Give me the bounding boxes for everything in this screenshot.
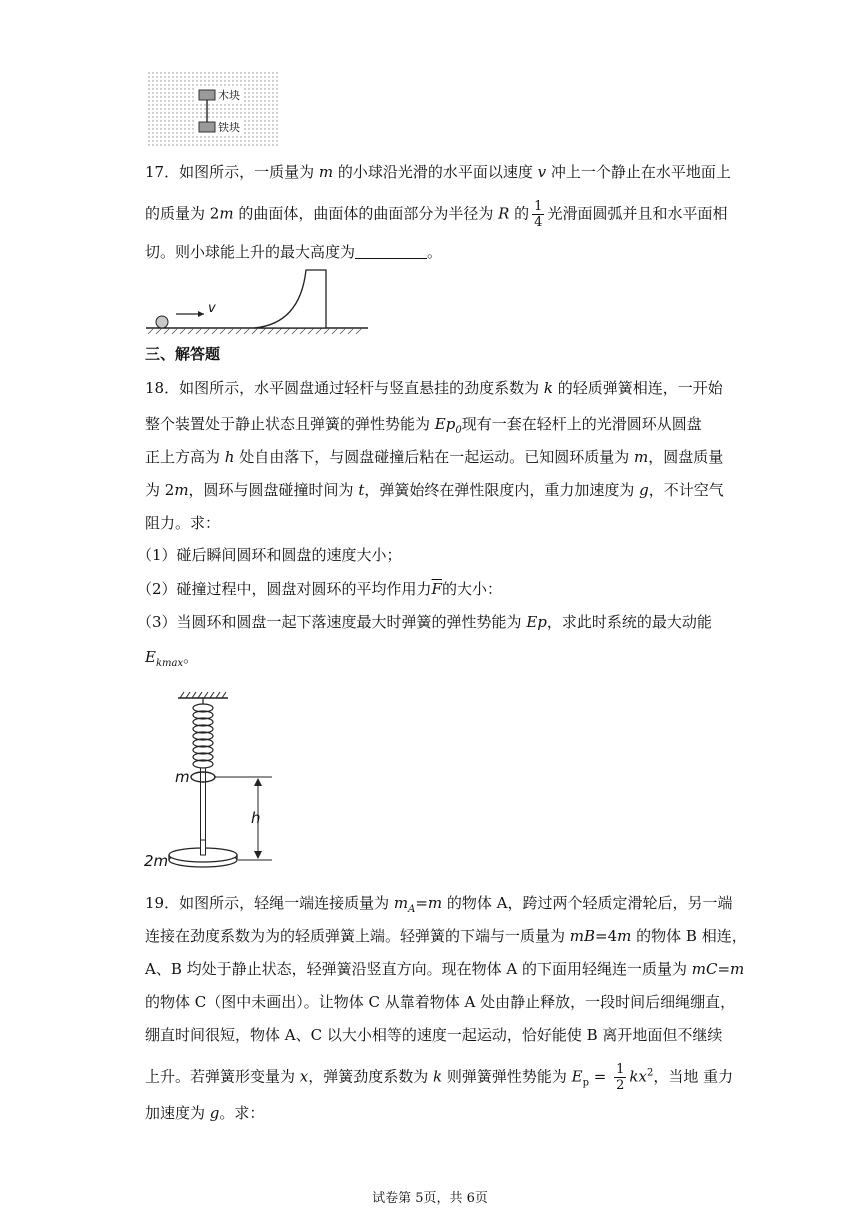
height-label: h	[251, 809, 261, 827]
wood-block-label: 木块	[218, 89, 240, 102]
q19-line1: 19．如图所示，轻绳一端连接质量为 $m_A=m$ 的物体 A，跨过两个轻质定滑轮后，另一端	[145, 894, 733, 915]
curved-block	[254, 270, 326, 328]
q19-line4: 的物体 C（图中未画出）。让物体 C 从靠着物体 A 处由静止释放，一段时间后细绳绷直，	[145, 993, 736, 1011]
wood-block	[199, 90, 215, 100]
q18-part2: （2）碰撞过程中，圆盘对圆环的平均作用力$\overline{F}$的大小：	[137, 580, 502, 598]
q18-line1: 18．如图所示，水平圆盘通过轻杆与竖直悬挂的劲度系数为 k 的轻质弹簧相连，一开始	[145, 379, 723, 397]
iron-block-label: 铁块	[218, 121, 240, 134]
q18-part3-cont: $E_{kmax}$。	[145, 648, 199, 669]
q19-line5: 绷直时间很短，物体 A、C 以大小相等的速度一起运动，恰好能使 B 离开地面但不继续	[145, 1026, 723, 1044]
figure-18-spring-disk	[142, 690, 292, 872]
answer-blank	[355, 244, 427, 259]
small-ball	[156, 316, 168, 328]
q18-line2: 整个装置处于静止状态且弹簧的弹性势能为 $Ep_0$现有一套在轻杆上的光滑圆环从圆盘	[145, 415, 702, 436]
figure-17-ball-curve	[146, 266, 368, 338]
q18-line4: 为 2m，圆环与圆盘碰撞时间为 t，弹簧始终在弹性限度内，重力加速度为 g，不计空气	[145, 481, 724, 499]
q19-line7: 加速度为 g。求：	[145, 1104, 265, 1122]
q17-line3: 切。则小球能上升的最大高度为 。	[145, 243, 443, 261]
disk-mass-label: 2m	[144, 852, 169, 870]
spring-coils	[193, 704, 213, 768]
fraction-one-quarter: $\frac{1}{4}$	[534, 199, 543, 230]
dotted-background	[148, 72, 280, 148]
q17-line1: 17．如图所示，一质量为 m 的小球沿光滑的水平面以速度 v 冲上一个静止在水平地面上	[145, 163, 731, 181]
velocity-label: v	[208, 301, 216, 316]
q18-part3: （3）当圆环和圆盘一起下落速度最大时弹簧的弹性势能为 Ep，求此时系统的最大动能	[137, 613, 712, 631]
q18-part1: （1）碰后瞬间圆环和圆盘的速度大小；	[137, 546, 402, 564]
page-footer: 试卷第 5页，共 6页	[372, 1191, 488, 1206]
q19-line3: A、B 均处于静止状态，轻弹簧沿竖直方向。现在物体 A 的下面用轻绳连一质量为 mC=m	[145, 960, 745, 978]
iron-block	[199, 122, 215, 132]
q19-line2: 连接在劲度系数为为的轻质弹簧上端。轻弹簧的下端与一质量为 mB=4m 的物体 B 相连，	[145, 927, 747, 945]
q18-line5: 阻力。求：	[145, 514, 221, 532]
figure-16-blocks	[148, 72, 280, 148]
section-heading: 三、解答题	[145, 345, 221, 363]
fraction-one-half: $\frac{1}{2}$	[616, 1062, 625, 1093]
q19-line6: 上升。若弹簧形变量为 x，弹簧劲度系数为 k 则弹簧弹性势能为 $E_p$ = $\frac{1}{2}$ $kx^2$，当地 重力	[145, 1062, 734, 1093]
q18-line3: 正上方高为 h 处自由落下，与圆盘碰撞后粘在一起运动。已知圆环质量为 m，圆盘质量	[145, 448, 724, 466]
ring-mass-label: m	[175, 768, 190, 786]
q17-line2: 的质量为 2m 的曲面体，曲面体的曲面部分为半径为 R 的 $\frac{1}{4}$ 光滑面圆弧并且和水平面相	[145, 199, 728, 230]
